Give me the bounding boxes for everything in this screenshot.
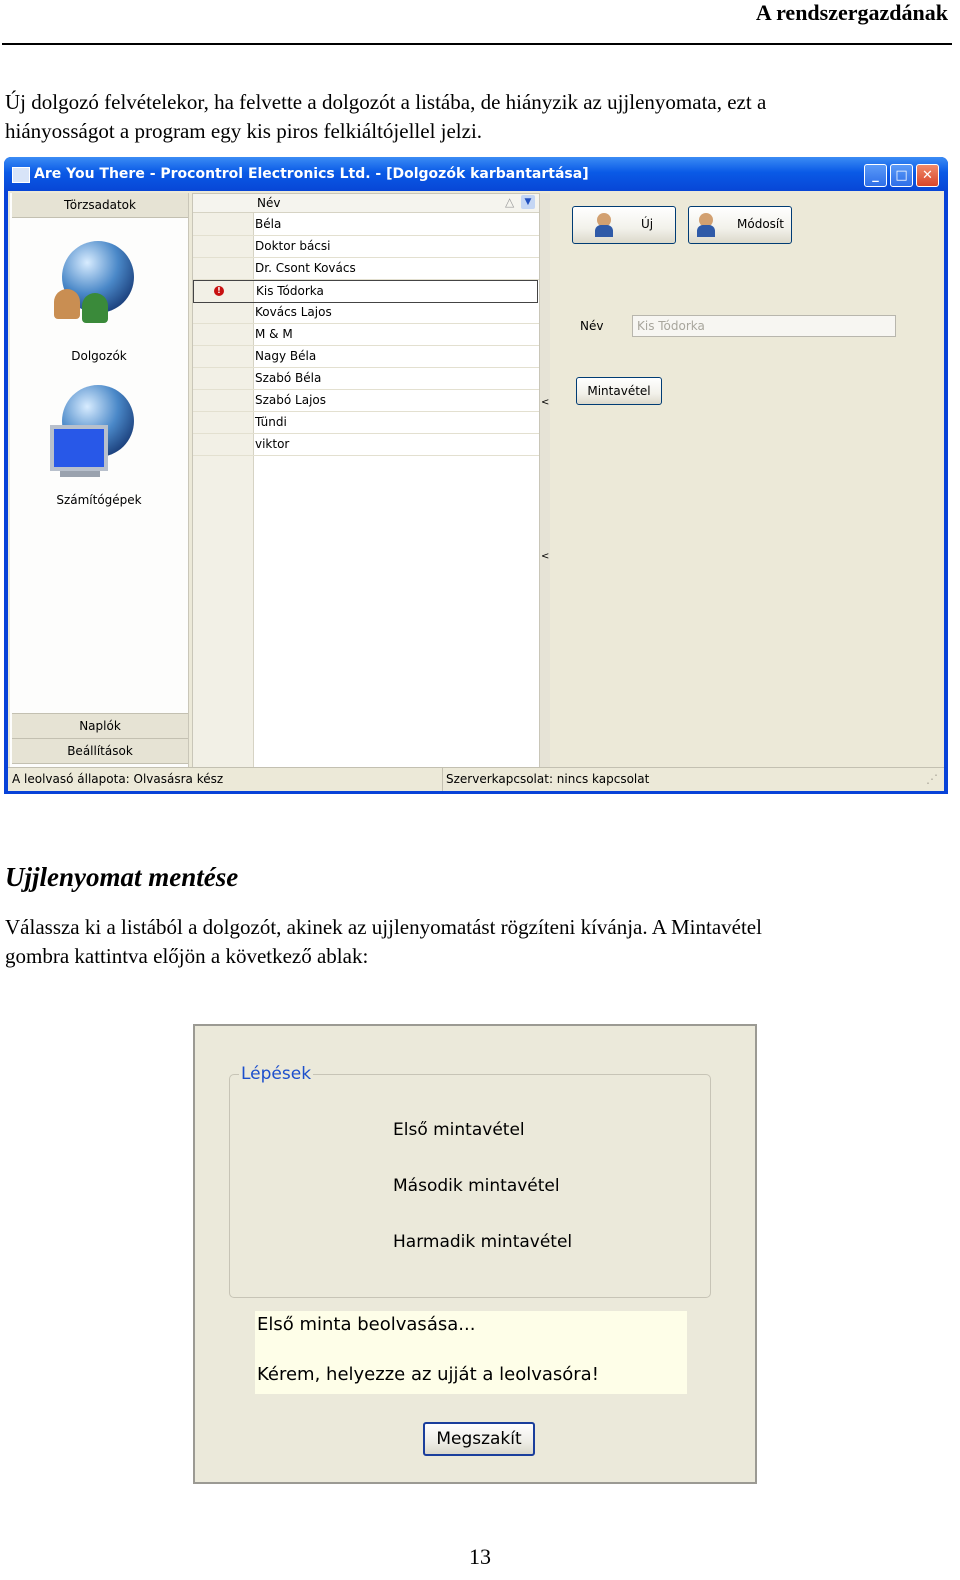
list-column-header[interactable] xyxy=(193,194,539,213)
nav-panel xyxy=(10,193,189,767)
step-1: Első mintavétel xyxy=(393,1120,525,1140)
section-title: Ujjlenyomat mentése xyxy=(5,862,239,892)
section-line-1: Válassza ki a listából a dolgozót, akinek az ujjlenyomatást rögzíteni kívánja. A Mintavétel xyxy=(5,915,762,939)
header-rule xyxy=(2,43,952,45)
app-icon xyxy=(12,167,30,183)
name-label: Név xyxy=(580,319,604,333)
list-item[interactable]: Doktor bácsi xyxy=(193,236,539,258)
list-item[interactable]: Tündi xyxy=(193,412,539,434)
collapse-arrow-icon[interactable]: < xyxy=(541,397,550,408)
reader-status: A leolvasó állapota: Olvasásra kész xyxy=(12,772,224,786)
maximize-button[interactable]: □ xyxy=(890,164,913,187)
status-divider xyxy=(442,768,443,791)
list-item[interactable]: Szabó Lajos xyxy=(193,390,539,412)
intro-line-2: hiányosságot a program egy kis piros felkiáltójellel jelzi. xyxy=(5,119,483,143)
list-item[interactable]: Dr. Csont Kovács xyxy=(193,258,539,280)
resize-grip-icon[interactable]: ⋰ xyxy=(926,772,938,786)
main-window xyxy=(4,157,948,794)
nav-header-torzsadatok[interactable]: Törzsadatok xyxy=(12,193,188,218)
status-message: Első minta beolvasása... xyxy=(257,1314,476,1335)
step-3: Harmadik mintavétel xyxy=(393,1232,573,1252)
list-item[interactable]: M & M xyxy=(193,324,539,346)
globe-people-icon[interactable] xyxy=(54,241,144,341)
nav-item-naplok[interactable]: Naplók xyxy=(12,713,188,739)
status-bar xyxy=(8,767,944,791)
list-item[interactable]: Szabó Béla xyxy=(193,368,539,390)
instruction-message: Kérem, helyezze az ujját a leolvasóra! xyxy=(257,1364,599,1385)
step-2: Második mintavétel xyxy=(393,1176,560,1196)
close-button[interactable]: ✕ xyxy=(916,164,939,187)
server-status: Szerverkapcsolat: nincs kapcsolat xyxy=(446,772,650,786)
collapse-arrow-icon[interactable]: < xyxy=(541,551,550,562)
page-number: 13 xyxy=(469,1544,491,1569)
sampling-dialog xyxy=(193,1024,757,1484)
warning-exclamation-icon: ! xyxy=(214,286,224,296)
cancel-button[interactable]: Megszakít xyxy=(423,1422,535,1456)
section-line-2: gombra kattintva előjön a következő ablak: xyxy=(5,944,369,968)
globe-computer-icon[interactable] xyxy=(50,385,140,485)
employee-list[interactable] xyxy=(192,193,540,769)
steps-group-label: Lépések xyxy=(241,1064,312,1084)
nav-item-beallitasok[interactable]: Beállítások xyxy=(12,739,188,764)
column-dropdown-icon[interactable]: ▼ xyxy=(521,195,535,209)
name-field[interactable]: Kis Tódorka xyxy=(632,315,896,337)
sample-button[interactable]: Mintavétel xyxy=(576,377,662,405)
window-title: Are You There - Procontrol Electronics Ltd. - [Dolgozók karbantartása] xyxy=(34,166,589,182)
list-item[interactable]: viktor xyxy=(193,434,539,456)
window-client xyxy=(8,191,944,790)
list-item-selected[interactable]: ! Kis Tódorka xyxy=(193,280,538,303)
panel-splitter[interactable] xyxy=(540,193,550,767)
list-item[interactable]: Kovács Lajos xyxy=(193,302,539,324)
nav-item-dolgozok[interactable]: Dolgozók xyxy=(71,349,127,363)
title-bar[interactable] xyxy=(4,157,948,191)
nav-item-szamitogepek[interactable]: Számítógépek xyxy=(56,493,142,507)
minimize-button[interactable]: _ xyxy=(864,164,887,187)
list-item[interactable]: Béla xyxy=(193,214,539,236)
column-nev: Név xyxy=(257,196,281,210)
running-head: A rendszergazdának xyxy=(755,0,948,25)
intro-line-1: Új dolgozó felvételekor, ha felvette a dolgozót a listába, de hiányzik az ujjlenyomata, ezt a xyxy=(5,90,767,114)
modify-employee-button[interactable]: Módosít xyxy=(688,206,792,244)
list-item[interactable]: Nagy Béla xyxy=(193,346,539,368)
sort-ascending-icon: △ xyxy=(505,195,515,209)
new-employee-button[interactable]: Új xyxy=(572,206,676,244)
